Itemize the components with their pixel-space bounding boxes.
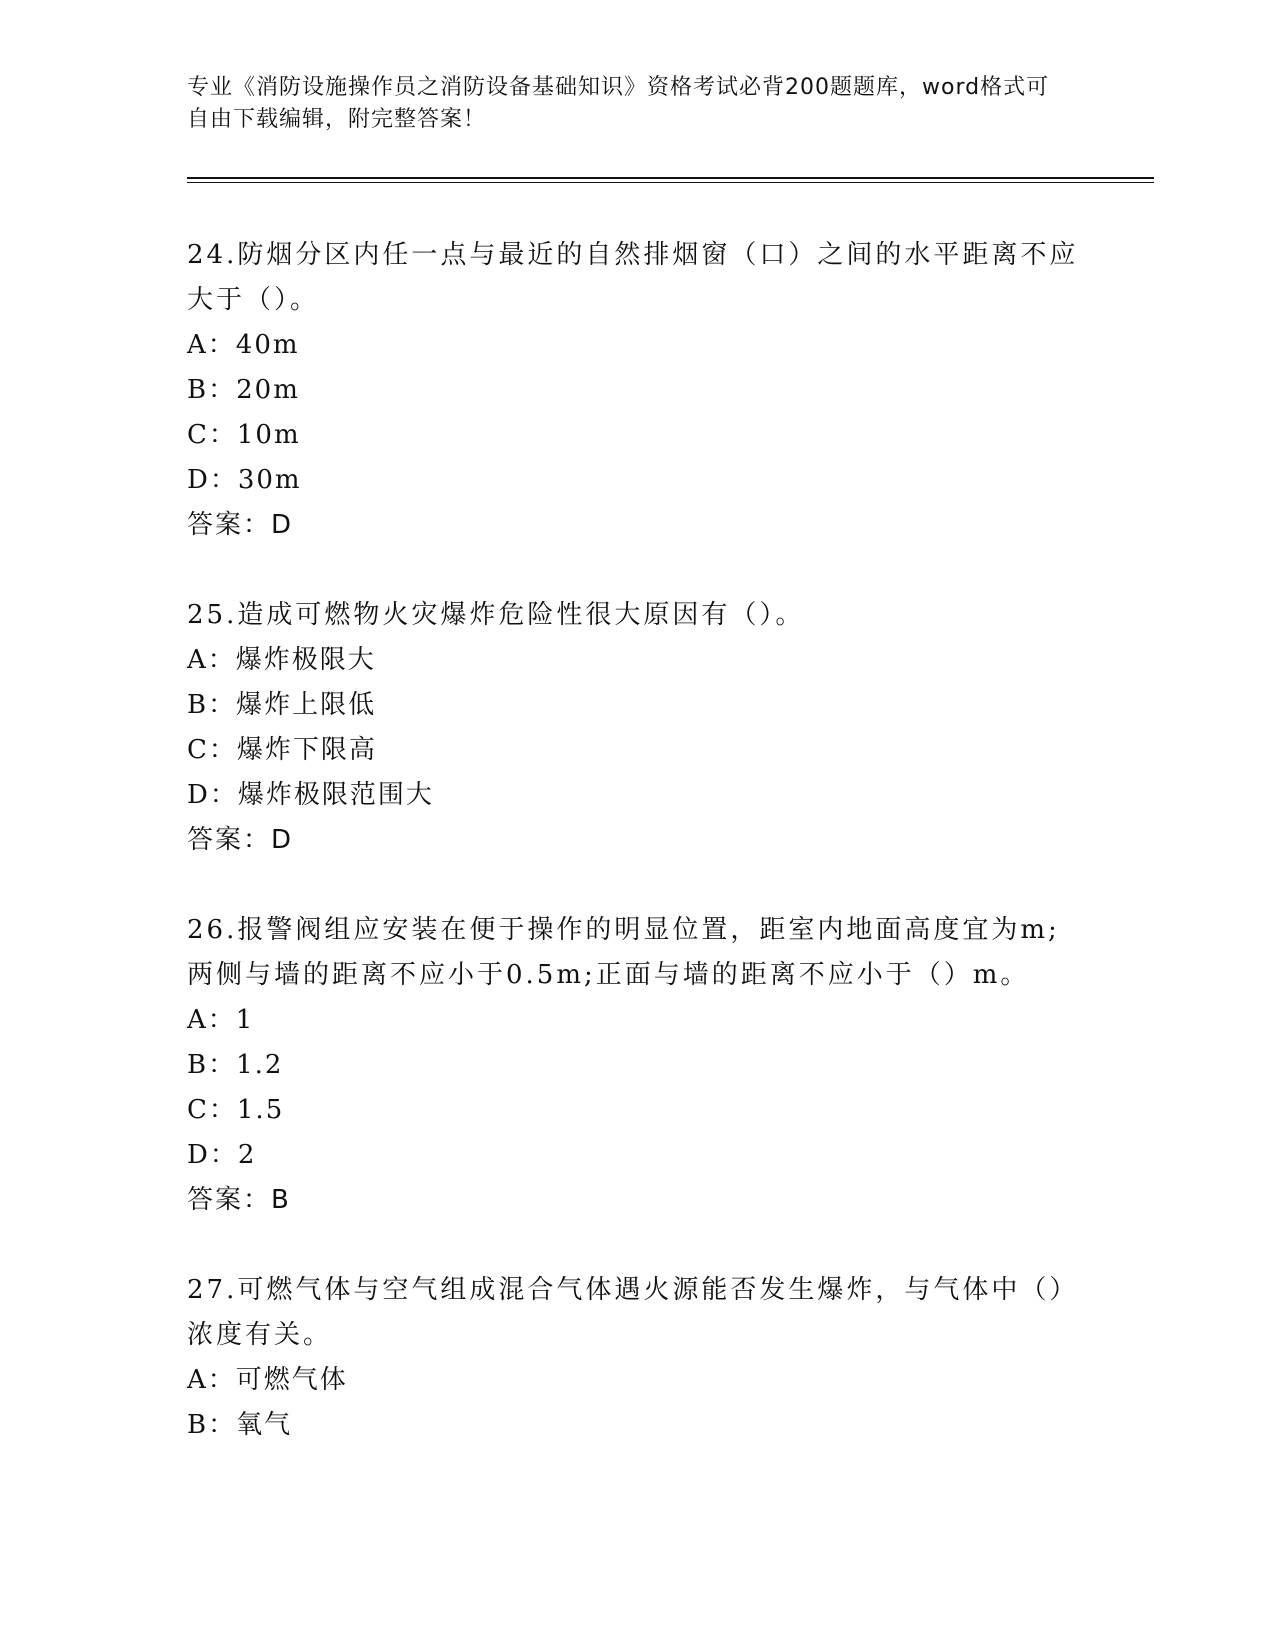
question-text: 26.报警阀组应安装在便于操作的明显位置，距室内地面高度宜为m;两侧与墙的距离不应小于0.5m;正面与墙的距离不应小于（）m。 bbox=[187, 915, 1060, 990]
option-b: B：氧气 bbox=[187, 1410, 293, 1440]
header-divider-thin bbox=[187, 182, 1154, 183]
answer-line: 答案：D bbox=[187, 510, 294, 540]
option-c: C：10m bbox=[187, 420, 301, 450]
question-25 bbox=[187, 593, 1087, 863]
answer-line: 答案：B bbox=[187, 1185, 291, 1215]
question-26 bbox=[187, 908, 1087, 1223]
option-d: D：30m bbox=[187, 465, 302, 495]
option-b: B：爆炸上限低 bbox=[187, 690, 377, 720]
option-a: A：爆炸极限大 bbox=[187, 645, 376, 675]
option-a: A：40m bbox=[187, 330, 300, 360]
option-d: D：爆炸极限范围大 bbox=[187, 780, 434, 810]
question-text: 24.防烟分区内任一点与最近的自然排烟窗（口）之间的水平距离不应大于（）。 bbox=[187, 240, 1079, 315]
answer-line: 答案：D bbox=[187, 825, 294, 855]
question-text: 27.可燃气体与空气组成混合气体遇火源能否发生爆炸，与气体中（）浓度有关。 bbox=[187, 1275, 1079, 1350]
document-header-note: 专业《消防设施操作员之消防设备基础知识》资格考试必背200题题库，word格式可自由下载编辑，附完整答案！ bbox=[187, 75, 1050, 132]
option-c: C：1.5 bbox=[187, 1095, 285, 1125]
question-24 bbox=[187, 233, 1087, 548]
option-a: A：可燃气体 bbox=[187, 1365, 348, 1395]
question-27 bbox=[187, 1268, 1087, 1448]
option-a: A：1 bbox=[187, 1005, 255, 1035]
question-text: 25.造成可燃物火灾爆炸危险性很大原因有（）。 bbox=[187, 600, 805, 630]
option-d: D：2 bbox=[187, 1140, 257, 1170]
header-divider-thick bbox=[187, 177, 1154, 179]
option-c: C：爆炸下限高 bbox=[187, 735, 377, 765]
option-b: B：1.2 bbox=[187, 1050, 284, 1080]
option-b: B：20m bbox=[187, 375, 300, 405]
question-list bbox=[187, 233, 1087, 1493]
